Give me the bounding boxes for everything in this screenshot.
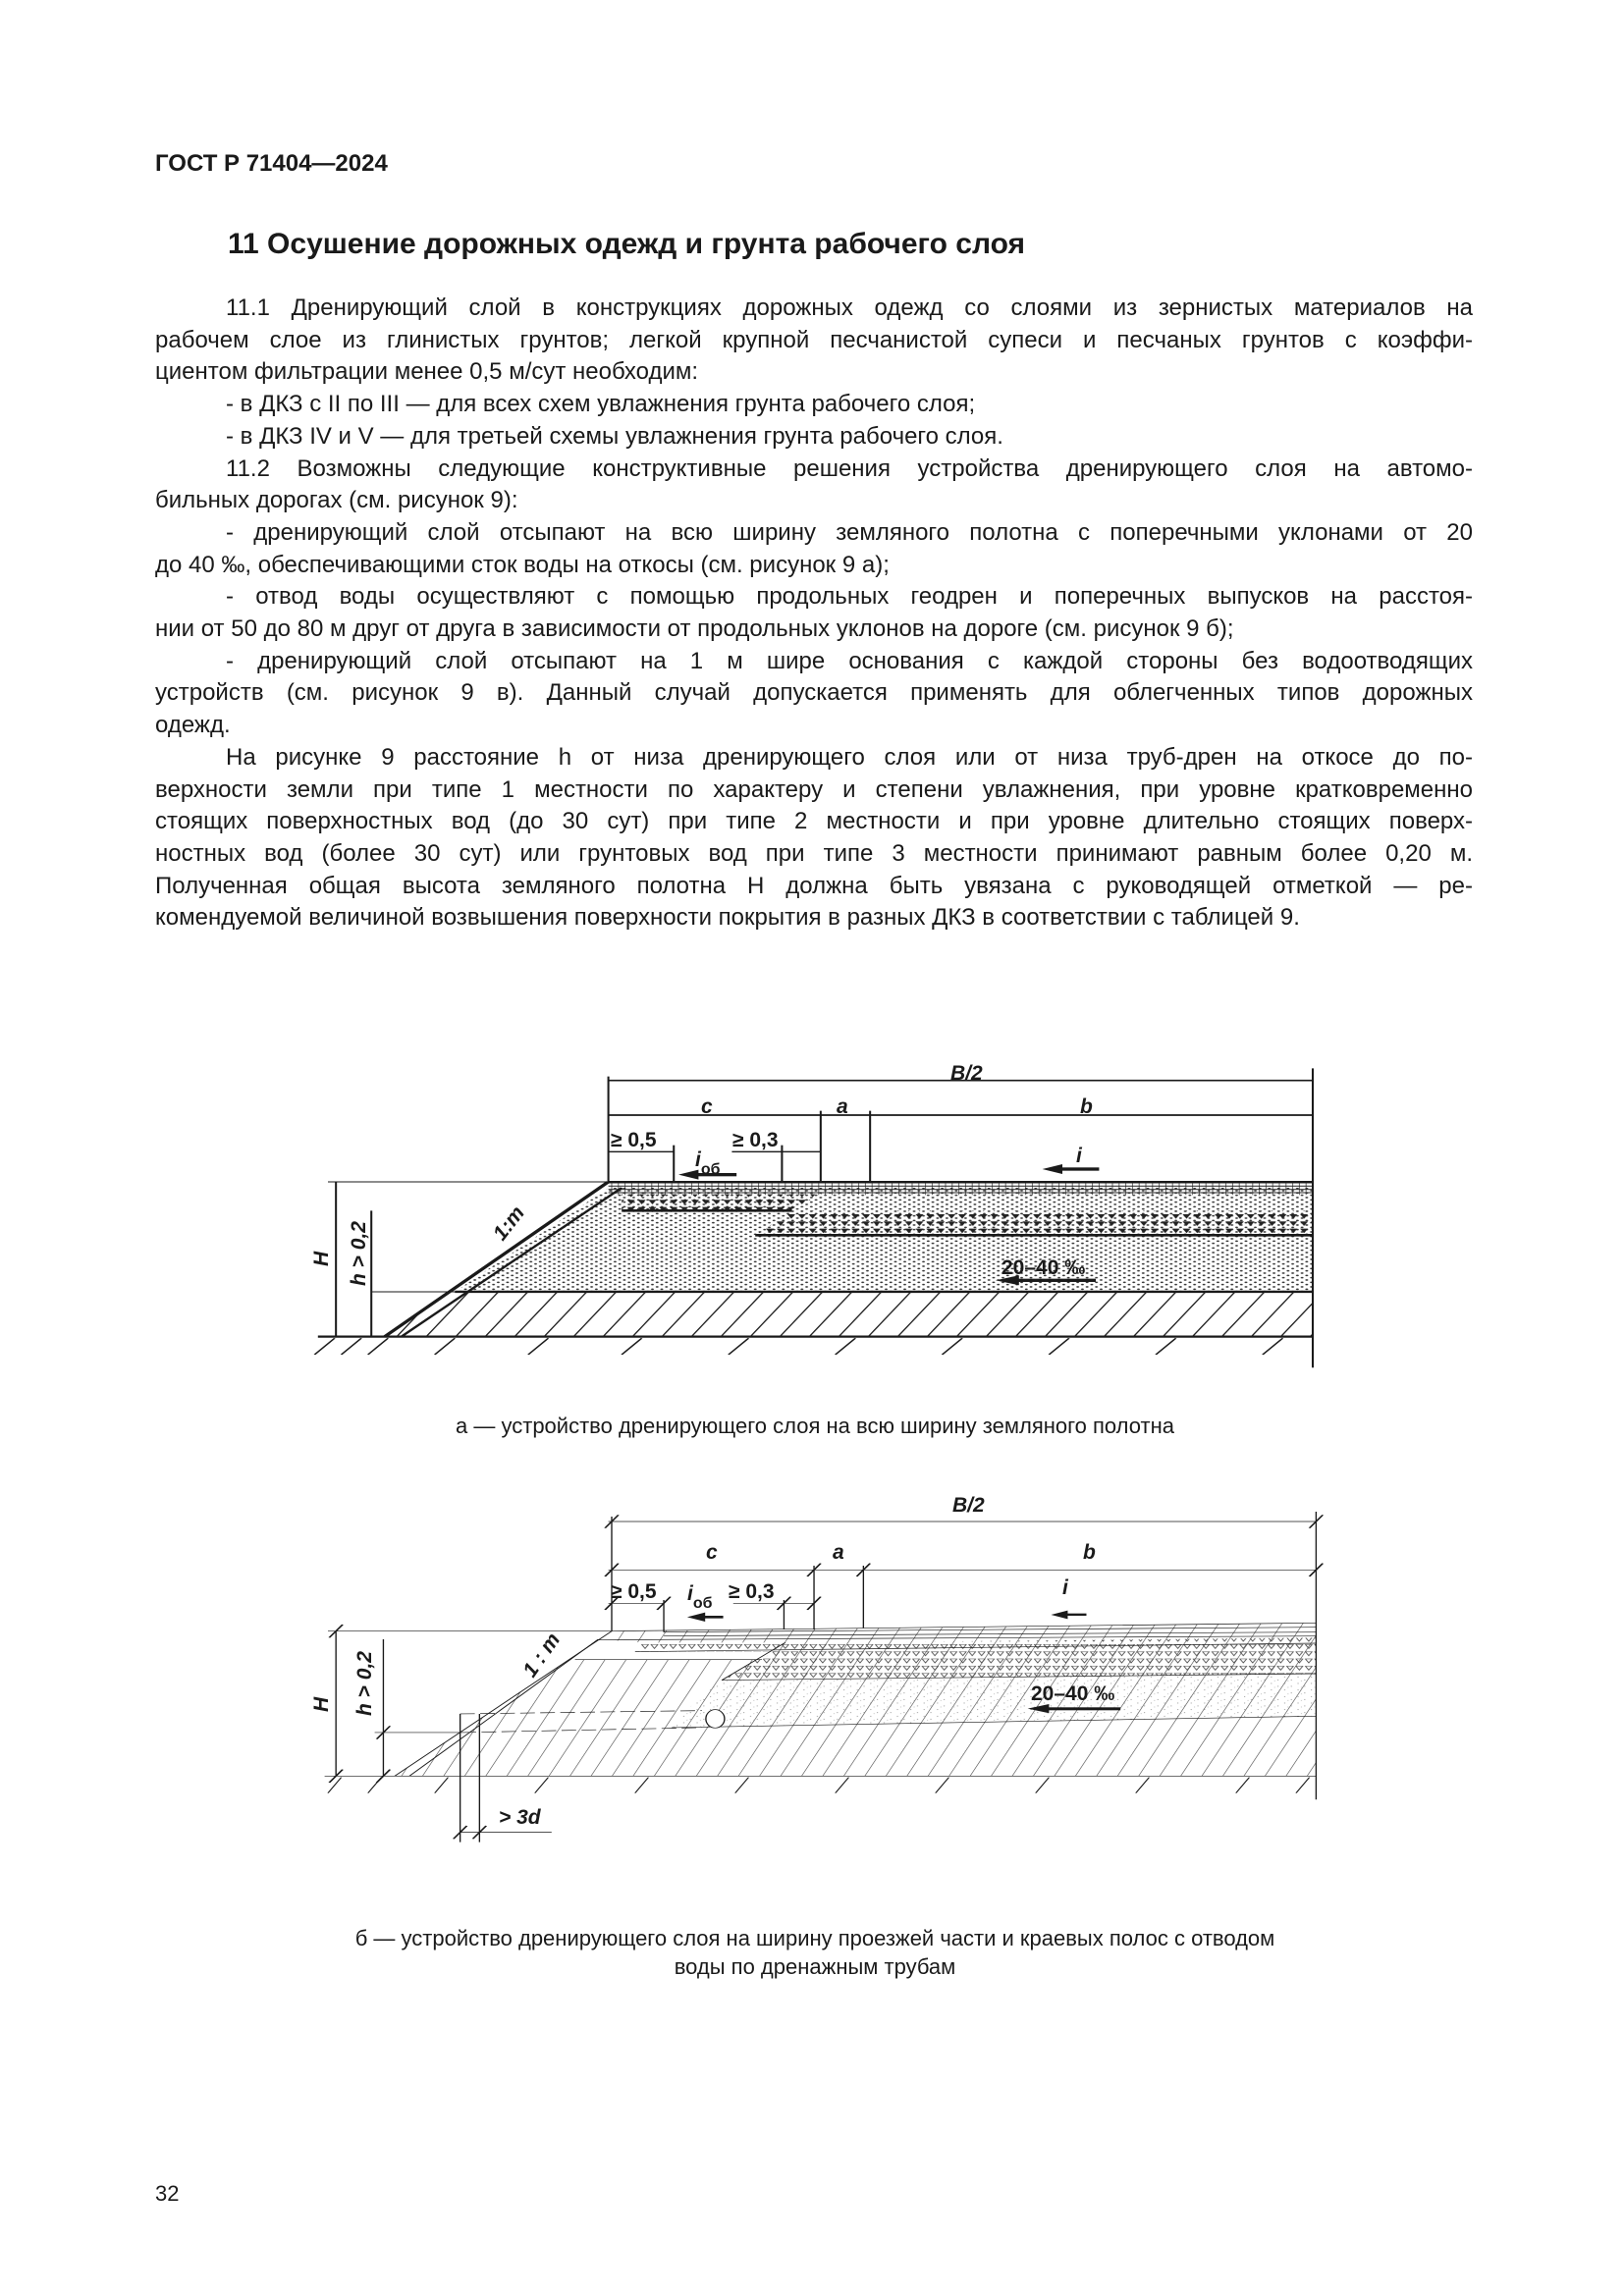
figure-b-geometry (325, 1512, 1324, 1842)
body-text-line: Полученная общая высота земляного полотна H должна быть увязана с руководящей отметкой — ре- (155, 872, 1473, 899)
dim-pipe-offset: > 3d (499, 1806, 541, 1829)
dim-h-min: h > 0,2 (353, 1651, 376, 1716)
body-text-line: комендуемой величиной возвышения поверхности покрытия в разных ДКЗ в соответствии с таблицей 9. (155, 904, 1300, 932)
body-text-line: стоящих поверхностных вод (до 30 сут) при типе 2 местности и при уровне длительно стоящих поверх- (155, 808, 1473, 835)
dim-c: c (701, 1095, 713, 1118)
dim-a: a (837, 1095, 848, 1118)
document-code: ГОСТ Р 71404—2024 (155, 150, 388, 177)
body-text-line: - отвод воды осуществляют с помощью продольных геодрен и поперечных выпусков на расстоя- (226, 583, 1473, 611)
dim-b: b (1080, 1095, 1093, 1118)
slope-range: 20–40 ‰ (1001, 1256, 1086, 1279)
dim-H: H (310, 1696, 333, 1712)
dim-h-min: h > 0,2 (348, 1221, 370, 1286)
figure-a-caption: а — устройство дренирующего слоя на всю ширину земляного полотна (456, 1414, 1174, 1438)
body-text-line: 11.1 Дренирующий слой в конструкциях дорожных одежд со слоями из зернистых материалов на (226, 294, 1473, 321)
body-text-line: - в ДКЗ IV и V — для третьей схемы увлажнения грунта рабочего слоя. (226, 422, 1003, 450)
body-text-line: - дренирующий слой отсыпают на 1 м шире основания с каждой стороны без водоотводящих (226, 647, 1473, 674)
slope-ratio: 1:m (488, 1201, 529, 1246)
body-text-line: 11.2 Возможны следующие конструктивные решения устройства дренирующего слоя на автомо- (226, 454, 1473, 482)
dim-half-width: B/2 (950, 1062, 983, 1085)
figure-a-drawing (295, 1041, 1335, 1394)
body-text-line: бильных дорогах (см. рисунок 9): (155, 487, 518, 514)
figure-b-caption-line2: воды по дренажным трубам (674, 1954, 956, 1979)
slope-i: i (1062, 1576, 1068, 1599)
body-text-line: устройств (см. рисунок 9 в). Данный случай допускается применять для облегченных типов дорожных (155, 679, 1473, 707)
dim-H: H (310, 1251, 333, 1266)
figure-a-geometry (314, 1068, 1313, 1367)
dim-c: c (706, 1541, 718, 1564)
dim-min-03: ≥ 0,3 (729, 1580, 775, 1603)
body-text-line: нии от 50 до 80 м друг от друга в зависимости от продольных уклонов на дороге (см. рисунок 9 б); (155, 615, 1234, 643)
figure-b-drawing (295, 1492, 1335, 1904)
body-text-line: до 40 ‰, обеспечивающими сток воды на откосы (см. рисунок 9 а); (155, 551, 890, 578)
dim-min-03: ≥ 0,3 (732, 1129, 779, 1151)
slope-i: i (1076, 1145, 1082, 1167)
body-text-line: ностных вод (более 30 сут) или грунтовых вод при типе 3 местности принимают равным более 0,20 м. (155, 839, 1473, 867)
body-text-line: рабочем слое из глинистых грунтов; легкой крупной песчанистой супеси и песчаных грунтов с коэффи- (155, 326, 1473, 353)
dim-half-width: B/2 (952, 1494, 985, 1517)
dim-b: b (1083, 1541, 1096, 1564)
slope-ratio: 1 : m (518, 1629, 566, 1682)
body-text-line: циентом фильтрации менее 0,5 м/сут необходим: (155, 358, 699, 386)
body-text-line: - в ДКЗ с II по III — для всех схем увлажнения грунта рабочего слоя; (226, 391, 976, 418)
page-number: 32 (155, 2181, 180, 2206)
dim-a: a (833, 1541, 844, 1564)
body-text-line: верхности земли при типе 1 местности по характеру и степени увлажнения, при уровне кратковременно (155, 775, 1473, 803)
body-text-line: - дренирующий слой отсыпают на всю ширину земляного полотна с поперечными уклонами от 20 (226, 518, 1473, 546)
figure-b-caption-line1: б — устройство дренирующего слоя на ширину проезжей части и краевых полос с отводом (354, 1926, 1275, 1950)
slope-range: 20–40 ‰ (1031, 1682, 1115, 1705)
body-text (155, 293, 1473, 934)
dim-min-05: ≥ 0,5 (611, 1129, 657, 1151)
slope-i-ob: $i_{об}$ (695, 1148, 721, 1178)
dim-min-05: ≥ 0,5 (611, 1580, 657, 1603)
body-text-line: одежд. (155, 712, 231, 739)
slope-i-ob: $i_{об}$ (687, 1582, 713, 1612)
section-title: 11 Осушение дорожных одежд и грунта рабочего слоя (228, 228, 1026, 260)
body-text-line: На рисунке 9 расстояние h от низа дренирующего слоя или от низа труб-дрен на откосе до по- (226, 743, 1473, 771)
